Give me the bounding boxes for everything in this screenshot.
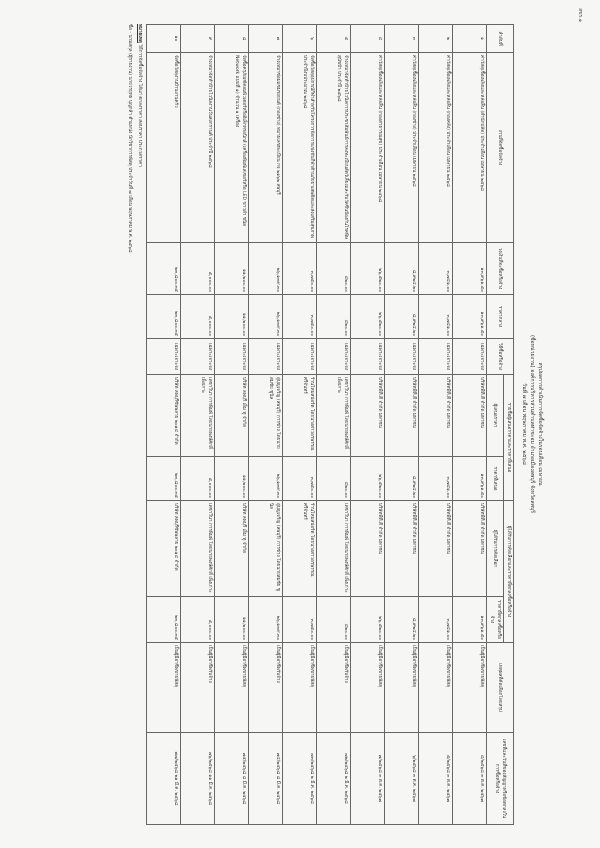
row-agreed-price: ๑๑,๒๐๐.๐๐ [215,597,249,643]
row-reason: เป็นผู้มีอาชีพขายพัสดุ [215,643,249,733]
row-budget: ๒๖,๕๒๐.๐๐ [351,243,385,295]
row-bidder: บริษัทพีที.ตี จำกัด มหาชน [453,375,487,457]
row-reason: เป็นผู้มีอาชีพรับจ้าง [181,643,215,733]
row-contract: ๖/๒๕๖๘ ๓ ต.ค. ๒๕๖๗ [385,733,419,825]
note [136,24,143,824]
row-method: เฉพาะเจาะจง [249,339,283,375]
table-row [317,25,351,825]
row-contract: ๗/๒๕๖๘ ๓ ต.ค. ๒๕๖๗ [351,733,385,825]
row-agreed-price: ๓,๗๔๑.๐๐ [419,597,453,643]
row-median: ๓,๗๕๐.๐๐ [283,295,317,339]
row-method: เฉพาะเจาะจง [385,339,419,375]
row-item: ค่าวัสดุเชื้อเพลิงและหล่อลื่น (กองสาธารณสุข) ประจำเดือน เมษายน ๒๕๖๘ [351,53,385,243]
row-method: เฉพาะเจาะจง [147,339,181,375]
row-bid-price: ๑๑,๒๐๐.๐๐ [215,457,249,501]
row-median: ๑๓,๙๖๑.๕๐ [453,295,487,339]
row-item: จ้างเหมาจัดทำป้ายไวนิลงานวันสงกรานต์ ประจำปี ๒๕๖๘ [181,53,215,243]
title-line-3: วันที่ ๗ เดือน พฤษภาคม พ.ศ. ๒๕๖๘ [521,383,527,465]
row-method: เฉพาะเจาะจง [181,339,215,375]
row-no: ๔ [351,25,385,53]
row-bidder: บริษัทพีที.ตี จำกัด มหาชน [419,375,453,457]
row-bid-price: ๒๓,๘๐๐.๓๕ [147,457,181,501]
row-median: ๒๖,๕๒๐.๐๐ [351,295,385,339]
row-no: ๗ [249,25,283,53]
row-method: เฉพาะเจาะจง [419,339,453,375]
row-bid-price: ๓,๗๔๑.๐๐ [419,457,453,501]
row-reason: เป็นผู้มีอาชีพขายพัสดุ [419,643,453,733]
row-bidder: บริษัท ลพบุรี เอ็ม ทู จำกัด [215,375,249,457]
row-method: เฉพาะเจาะจง [453,339,487,375]
table-row [419,25,453,825]
subheader-bid-price: ราคาที่เสนอ [487,457,504,501]
table-row [249,25,283,825]
row-method: เฉพาะเจาะจง [215,339,249,375]
row-bid-price: ๒๖,๑๓๙.๓๐ [249,457,283,501]
row-bid-price: ๓,๗๕๐.๐๐ [283,457,317,501]
table-row [351,25,385,825]
header-bidders: รายชื่อผู้เสนอราคาและราคาที่เสนอ [504,375,514,501]
row-contract: ๗๕/๒๕๖๘ ๘ มี.ค. ๒๕๖๘ [215,733,249,825]
row-no: ๑๐ [147,25,181,53]
row-bidder: บริษัท ลพบุรีซัพพลาย ๒๐๑๔ จำกัด [147,375,181,457]
row-method: เฉพาะเจาะจง [317,339,351,375]
row-bid-price: ๔๒๐.๐๐ [317,457,351,501]
row-winner: บริษัทพีที.ตี จำกัด มหาชน [385,501,419,597]
row-bid-price: ๘,๙๒๔.๒๐ [385,457,419,501]
row-no: ๓ [385,25,419,53]
header-contract: เลขที่และวันที่ของสัญญาหรือข้อตกลงในการซื้อหรือจ้าง [487,733,514,825]
row-winner: เดชาวีนา การพิมพ์ โดยนายพงษ์ศักดิ์ เพ็งเกาะ [317,501,351,597]
row-median: ๒๖,๑๓๙.๓๐ [249,295,283,339]
row-budget: ๓,๗๕๐.๐๐ [283,243,317,295]
row-bidder: เดชาวีนา การพิมพ์ โดยนายพงษ์ศักดิ์ เพ็งเกาะ [181,375,215,457]
subheader-winner: ผู้ได้รับการคัดเลือก [487,501,504,597]
note-label: หมายเหตุ [137,24,142,43]
row-no: ๖ [283,25,317,53]
row-median: ๔๒๐.๐๐ [317,295,351,339]
row-winner: ร้านไหมสปอร์ต โดยนางสาวอรพรรณ ศรีจันทร์ [283,501,317,597]
row-agreed-price: ๑๓,๙๖๑.๕๐ [453,597,487,643]
row-item: ค่าวัสดุเชื้อเพลิงและหล่อลื่น (สำนักปลัด) ประจำเดือน เมษายน ๒๕๖๘ [453,53,487,243]
row-item: ค่าวัสดุเชื้อเพลิงและหล่อลื่น (กองช่าง) ประจำเดือน เมษายน ๒๕๖๘ [385,53,419,243]
row-contract: ๗๔/๒๕๖๘ ๘ มี.ค. ๒๕๖๘ [249,733,283,825]
row-reason: เป็นผู้มีอาชีพรับจ้าง [249,643,283,733]
row-reason: เป็นผู้มีอาชีพขายพัสดุ [283,643,317,733]
row-bid-price: ๑๓,๙๖๑.๕๐ [453,457,487,501]
row-item: ค่าวัสดุเชื้อเพลิงและหล่อลื่น (กองคลัง) ประจำเดือน เมษายน ๒๕๖๘ [419,53,453,243]
row-contract: ๗๓/๒๕๖๘ ๒ มี.ค. ๒๕๖๘ [283,733,317,825]
row-bidder: อู่บุญเจริญ (ลพบุรี) การช่าง โดยนายสมชัย ชูนิล [249,375,283,457]
row-reason: เป็นผู้มีอาชีพขายพัสดุ [453,643,487,733]
row-no: ๙ [181,25,215,53]
row-no: ๑ [453,25,487,53]
row-item: จัดซื้อวัสดุอุปกรณ์กีฬาสำหรับโครงการจัดการแข่งขันกีฬาต้านภัยยาเสพติดและส่งเสริมสุขภาพ ประจำปีงบประมาณ ๒๕๖๘ [283,53,317,243]
row-agreed-price: ๒๓,๘๐๐.๓๕ [147,597,181,643]
row-bidder: บริษัทพีที.ตี จำกัด มหาชน [351,375,385,457]
subheader-agreed-price: ราคาที่ตกลงซื้อหรือจ้าง [487,597,504,643]
row-winner: บริษัท ลพบุรี เอ็ม ทู จำกัด [215,501,249,597]
row-method: เฉพาะเจาะจง [283,339,317,375]
row-item: จัดซื้อครุภัณฑ์คอมพิวเตอร์หรืออิเล็กทรอนิกส์ (เครื่องพิมพ์เลเซอร์หรือ LED ขาวดำ ชนิด Network แบบที่ ๑) จำนวน ๑ เครื่อง [215,53,249,243]
row-bid-price: ๕,๐๐๐.๐๐ [181,457,215,501]
row-item: จ้างเหมาซ่อมแซมรถยนต์ (กองช่าง) หมายเลขทะเบียน กจ ๒๑๖๒ ลพบุรี [249,53,283,243]
report-title [520,14,544,834]
note-text: วิธีการจัดซื้อจัดจ้าง ได้แก่ ตกลงราคา สอบราคา ประกวดราคา [137,44,142,167]
procurement-table [146,24,514,825]
row-method: เฉพาะเจาะจง [351,339,385,375]
row-reason: เป็นผู้มีอาชีพขายพัสดุ [147,643,181,733]
row-budget: ๓,๗๔๑.๐๐ [419,243,453,295]
row-agreed-price: ๔๒๐.๐๐ [317,597,351,643]
row-item: จัดซื้อวัสดุงานบ้านงานครัว [147,53,181,243]
row-agreed-price: ๒๖,๕๒๐.๐๐ [351,597,385,643]
row-contract: ๔/๒๕๖๘ ๓ ต.ค. ๒๕๖๗ [453,733,487,825]
row-bidder: บริษัทพีที.ตี จำกัด มหาชน [385,375,419,457]
row-no: ๘ [215,25,249,53]
row-contract: ๗๒/๒๕๖๘ ๒ มี.ค. ๒๕๖๘ [317,733,351,825]
row-median: ๕,๐๐๐.๐๐ [181,295,215,339]
header-budget: วงเงินที่จะซื้อหรือจ้าง [487,243,514,295]
page-code: สขร.๑ [577,8,583,22]
row-median: ๑๑,๒๐๐.๐๐ [215,295,249,339]
row-median: ๘,๙๒๔.๒๐ [385,295,419,339]
row-reason: เป็นผู้มีอาชีพรับจ้าง [317,643,351,733]
row-winner: บริษัท ลพบุรีซัพพลาย ๒๐๑๔ จำกัด [147,501,181,597]
row-budget: ๘,๙๒๔.๒๐ [385,243,419,295]
header-no: ลำดับที่ [487,25,514,53]
signature-line: ชื่อ - นามสกุล (ผู้รายงาน) นายวรยุทธ บุญกล้า ตำแหน่ง นักวิชาการพัสดุ ประจำวันที่ ๗ เดือน พฤษภาคม พ.ศ. ๒๕๖๘ [127,24,132,253]
row-reason: เป็นผู้มีอาชีพขายพัสดุ [351,643,385,733]
row-budget: ๒๖,๑๓๙.๓๐ [249,243,283,295]
row-contract: ๕/๒๕๖๘ ๓ ต.ค. ๒๕๖๗ [419,733,453,825]
title-line-2: (ชื่อหน่วยงาน) องค์การบริหารส่วนตำบลท่าชะอม อำเภอเมืองลพบุรี จังหวัดลพบุรี [529,334,535,514]
row-contract: ๗๖/๒๕๖๘ ๑๑ มี.ค. ๒๕๖๘ [181,733,215,825]
row-bidder: เดชาวีนา การพิมพ์ โดยนายพงษ์ศักดิ์ เพ็งเกาะ [317,375,351,457]
row-item: จ้างเหมาจัดทำป้ายไวนิลการประชาสัมพันธ์การลงทะเบียนสัตว์เลี้ยงและรับวัคซีนป้องกันโรคพิษสุนัขบ้า ประจำปี ๒๕๖๘ [317,53,351,243]
row-reason: เป็นผู้มีอาชีพขายพัสดุ [385,643,419,733]
row-median: ๓,๗๔๑.๐๐ [419,295,453,339]
table-row [181,25,215,825]
table-body [147,25,487,825]
row-winner: อู่บุญเจริญ (ลพบุรี) การช่าง โดยนายสมชัย ชูนิล [249,501,283,597]
row-contract: ๗๗/๒๕๖๘ ๒๑ มี.ค. ๒๕๖๘ [147,733,181,825]
row-budget: ๔๒๐.๐๐ [317,243,351,295]
header-winner: ผู้ได้รับการคัดเลือกและราคาที่ตกลงซื้อหรือจ้าง [504,501,514,643]
header-method: วิธีซื้อหรือจ้าง [487,339,514,375]
row-budget: ๑๑,๒๐๐.๐๐ [215,243,249,295]
row-budget: ๒๓,๘๐๐.๓๕ [147,243,181,295]
row-agreed-price: ๕,๐๐๐.๐๐ [181,597,215,643]
row-no: ๒ [419,25,453,53]
title-line-1: สรุปผลการดำเนินการจัดซื้อจัดจ้างในรอบเดือน เมษายน [537,362,543,486]
header-reason: เหตุผลที่คัดเลือกโดยสรุป [487,643,514,733]
table-row [385,25,419,825]
row-winner: เดชาวีนา การพิมพ์ โดยนายพงษ์ศักดิ์ เพ็งเกาะ [181,501,215,597]
row-bidder: ร้านไหมสปอร์ต โดยนางสาวอรพรรณ ศรีจันทร์ [283,375,317,457]
row-no: ๕ [317,25,351,53]
row-winner: บริษัทพีที.ตี จำกัด มหาชน [419,501,453,597]
subheader-bidder: ผู้เสนอราคา [487,375,504,457]
row-winner: บริษัทพีที.ตี จำกัด มหาชน [351,501,385,597]
row-budget: ๑๓,๙๖๑.๕๐ [453,243,487,295]
row-winner: บริษัทพีที.ตี จำกัด มหาชน [453,501,487,597]
row-agreed-price: ๒๖,๑๓๙.๓๐ [249,597,283,643]
row-agreed-price: ๓,๗๕๐.๐๐ [283,597,317,643]
table-row [283,25,317,825]
rotated-document [50,14,550,834]
table-row [147,25,181,825]
header-median: ราคากลาง [487,295,514,339]
table-row [215,25,249,825]
header-item: งานที่จัดซื้อจัดจ้าง [487,53,514,243]
row-budget: ๕,๐๐๐.๐๐ [181,243,215,295]
row-bid-price: ๒๖,๕๒๐.๐๐ [351,457,385,501]
row-median: ๒๓,๘๐๐.๓๕ [147,295,181,339]
table-row [453,25,487,825]
row-agreed-price: ๘,๙๒๔.๒๐ [385,597,419,643]
